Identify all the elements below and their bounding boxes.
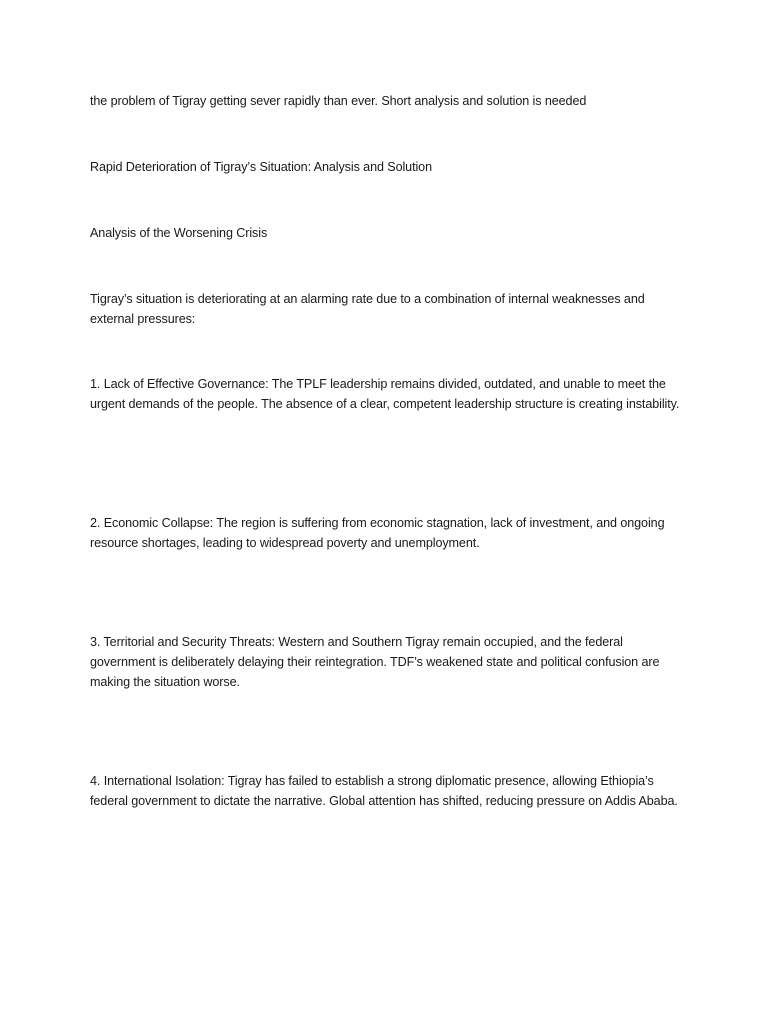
point-territorial-security: 3. Territorial and Security Threats: Western and Southern Tigray remain occupied, and the federal government is deliberately delaying their reintegration. TDF’s weakened state and political confusion are making the situation worse.: [90, 635, 660, 689]
intro-paragraph: Tigray’s situation is deteriorating at an alarming rate due to a combination of internal weaknesses and external pressures:: [90, 292, 645, 326]
point-international-isolation: 4. International Isolation: Tigray has failed to establish a strong diplomatic presence, allowing Ethiopia’s federal government to dictate the narrative. Global attention has shifted, reducing pressure on Addis Ababa.: [90, 774, 678, 808]
point-governance: 1. Lack of Effective Governance: The TPLF leadership remains divided, outdated, and unable to meet the urgent demands of the people. The absence of a clear, competent leadership structure is creating instability.: [90, 377, 680, 411]
document-title: Rapid Deterioration of Tigray’s Situation: Analysis and Solution: [90, 160, 432, 174]
point-economic-collapse: 2. Economic Collapse: The region is suffering from economic stagnation, lack of investment, and ongoing resource shortages, leading to widespread poverty and unemployment.: [90, 516, 665, 550]
prompt-line: the problem of Tigray getting sever rapidly than ever. Short analysis and solution is needed: [90, 94, 587, 108]
section-heading: Analysis of the Worsening Crisis: [90, 226, 268, 240]
